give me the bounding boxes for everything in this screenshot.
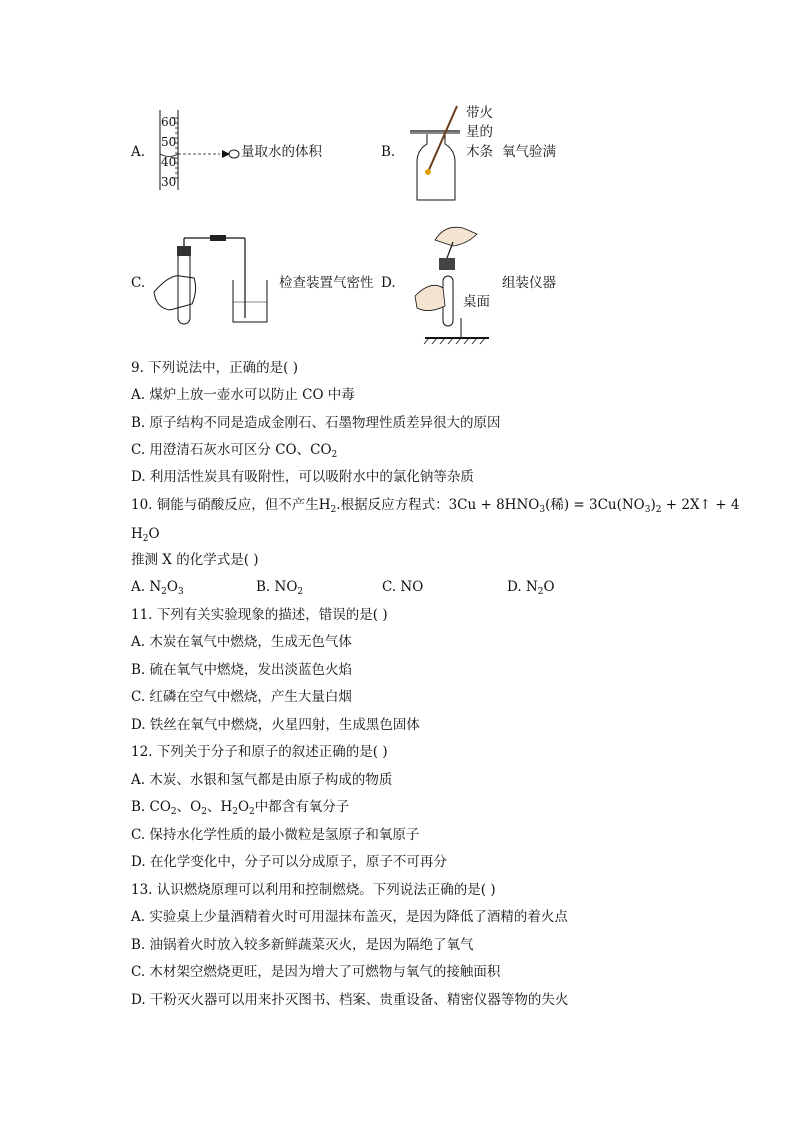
stick-label-2: 星的: [466, 124, 493, 140]
airtightness-figure: [150, 232, 275, 327]
q13-option-d: D. 干粉灭火器可以用来扑灭图书、档案、贵重设备、精密仪器等物的失火: [131, 992, 569, 1008]
q10-stem: 10. 铜能与硝酸反应，但不产生$H_2$.根据反应方程式：$3Cu + 8HNO_3$(稀) = $3Cu(NO_3)_2$ + 2X↑ + 4: [131, 497, 740, 515]
tick-60: 60: [161, 115, 177, 129]
q11-option-d: D. 铁丝在氧气中燃烧，火星四射，生成黑色固体: [131, 717, 420, 733]
tick-30: 30: [161, 175, 177, 189]
q9-option-c: C. 用澄清石灰水可区分 CO、$CO_2$: [131, 442, 338, 460]
q12-option-d: D. 在化学变化中，分子可以分成原子，原子不可再分: [131, 854, 447, 870]
q13-option-a: A. 实验桌上少量酒精着火时可用湿抹布盖灭，是因为降低了酒精的着火点: [131, 909, 568, 925]
q12-stem: 12. 下列关于分子和原子的叙述正确的是( ): [131, 744, 388, 760]
q13-option-c: C. 木材架空燃烧更旺，是因为增大了可燃物与氧气的接触面积: [131, 964, 501, 980]
stick-label-1: 带火: [466, 105, 493, 121]
gas-bottle-figure: [405, 100, 475, 205]
option-b-caption: 氧气验满: [502, 144, 556, 160]
q12-option-b: B. $CO_2$、$O_2$、$H_2O_2$中都含有氧分子: [131, 799, 350, 817]
q12-option-c: C. 保持水化学性质的最小微粒是氢原子和氧原子: [131, 827, 420, 843]
q11-option-a: A. 木炭在氧气中燃烧，生成无色气体: [131, 634, 352, 650]
option-c-caption: 检查装置气密性: [279, 275, 374, 291]
desk-label: 桌面: [463, 294, 490, 310]
q13-option-b: B. 油锅着火时放入较多新鲜蔬菜灭火，是因为隔绝了氧气: [131, 937, 474, 953]
q11-stem: 11. 下列有关实验现象的描述，错误的是( ): [131, 607, 388, 623]
tick-40: 40: [161, 155, 177, 169]
q10-option-c: C. NO: [382, 579, 424, 595]
option-c-letter: C.: [131, 275, 146, 291]
q10-option-d: D. $N_2O$: [507, 579, 555, 597]
q9-option-a: A. 煤炉上放一壶水可以防止 CO 中毒: [131, 387, 355, 403]
tick-50: 50: [161, 135, 177, 149]
q11-option-c: C. 红磷在空气中燃烧，产生大量白烟: [131, 689, 352, 705]
option-b-letter: B.: [381, 144, 396, 160]
q10-question: 推测 X 的化学式是( ): [131, 552, 259, 568]
q9-option-d: D. 利用活性炭具有吸附性，可以吸附水中的氯化钠等杂质: [131, 469, 474, 485]
q11-option-b: B. 硫在氧气中燃烧，发出淡蓝色火焰: [131, 662, 353, 678]
q10-option-b: B. $NO_2$: [256, 579, 304, 597]
q9-option-b: B. 原子结构不同是造成金刚石、石墨物理性质差异很大的原因: [131, 415, 501, 431]
option-d-letter: D.: [381, 275, 396, 291]
stick-label-3: 木条: [466, 144, 493, 160]
assemble-apparatus-figure: [405, 218, 495, 348]
option-d-caption: 组装仪器: [502, 275, 556, 291]
q9-stem: 9. 下列说法中，正确的是( ): [131, 360, 298, 376]
option-a-caption: 量取水的体积: [241, 144, 322, 160]
q10-stem-continued: $H_2O$: [131, 526, 160, 544]
q10-option-a: A. $N_2O_3$: [131, 579, 184, 597]
q12-option-a: A. 木炭、水银和氢气都是由原子构成的物质: [131, 772, 393, 788]
option-a-letter: A.: [131, 144, 146, 160]
q13-stem: 13. 认识燃烧原理可以利用和控制燃烧。下列说法正确的是( ): [131, 882, 496, 898]
